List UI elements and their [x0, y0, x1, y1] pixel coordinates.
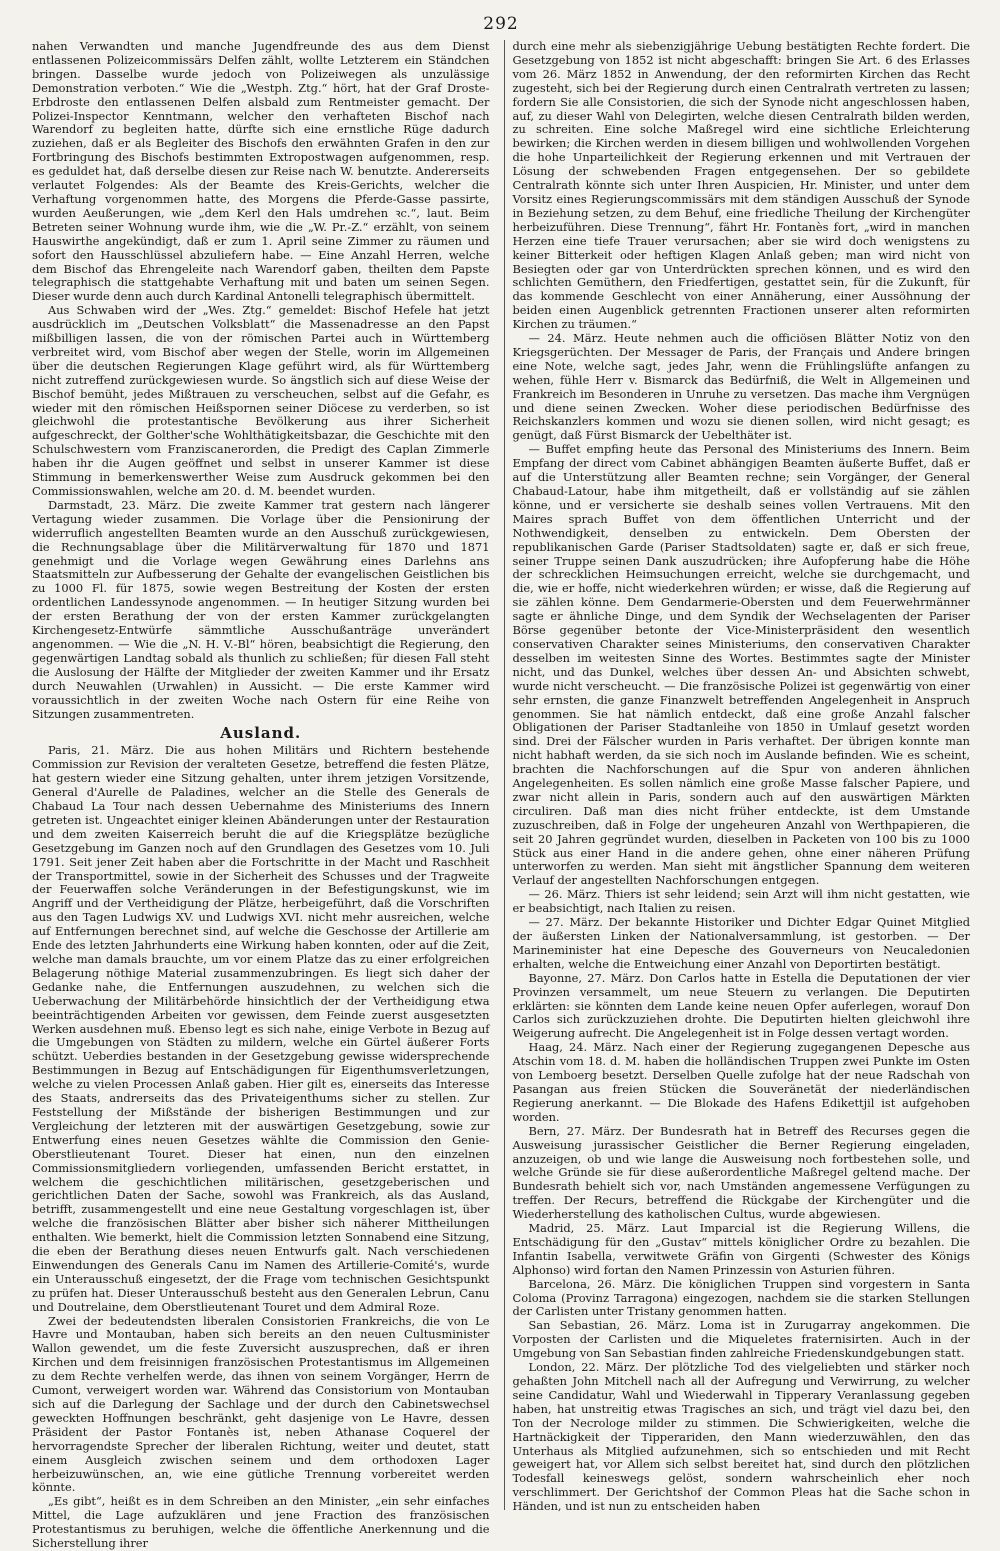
article-paragraph: „Es gibt“, heißt es in dem Schreiben an den Minister, „ein sehr einfaches Mittel, die Lage aufzuklären und jene Fraction des französischen Protestantismus zu beruhigen, welche die öffentliche Anerkennung und die Sicherstellung ihrer [32, 1494, 490, 1551]
article-paragraph: Paris, 21. März. Die aus hohen Militärs und Richtern bestehende Commission zur Revision der veralteten Gesetze, betreffend die festen Plätze, hat gestern wieder eine Sitzung gehalten, unter ihrem jetzigen Vorsitzende, General d'Aurelle de Paladines, welcher an die Stelle des Generals de Chabaud La Tour nach dessen Uebernahme des Ministeriums des Innern getreten ist. Ungeachtet einiger kleinen Abänderungen unter der Restauration und dem zweiten Kaiserreich beruht die auf die Kriegsplätze bezügliche Gesetzgebung im Ganzen noch auf den Grundlagen des Gesetzes vom 10. Juli 1791. Seit jener Zeit haben aber die Fortschritte in der Macht und Raschheit der Transportmittel, sowie in der Sicherheit des Schusses und der Tragweite der Feuerwaffen solche Veränderungen in der Befestigungskunst, wie im Angriff und der Vertheidigung der Plätze, herbeigeführt, daß die Vorschriften aus den Tagen Ludwigs XV. und Ludwigs XVI. nicht mehr ausreichen, welche auf Entfernungen berechnet sind, auf welche die Geschosse der Artillerie am Ende des letzten Jahrhunderts eine Wirkung haben konnten, oder auf die Zeit, welche man damals brauchte, um vor einem Platze das zu einer erfolgreichen Belagerung nöthige Material zusammenzubringen. Es liegt sich daher der Gedanke nahe, die Entfernungen auszudehnen, zu welchen sich die Ueberwachung der Militärbehörde hinsichtlich der der Vertheidigung etwa beeinträchtigenden Arbeiten vor gewissen, dem Feinde zuerst ausgesetzten Werken ausdehnen muß. Ebenso legt es sich nahe, einige Verbote in Bezug auf die Umgebungen von Städten zu mildern, welche ein Gürtel äußerer Forts schützt. Ueberdies bestanden in der Gesetzgebung gewisse widersprechende Bestimmungen in Bezug auf Entschädigungen für Eigenthumsverletzungen, welche zu vielen Processen Anlaß gaben. Hier gilt es, einerseits das Interesse des Staats, andrerseits das des Privateigenthums sicher zu stellen. Zur Feststellung der Mißstände der bisherigen Bestimmungen und zur Vergleichung der letzteren mit der auswärtigen Gesetzgebung, sowie zur Entwerfung eines neuen Gesetzes wählte die Commission den Genie-Oberstlieutenant Touret. Dieser hat einen, nun den einzelnen Commissionsmitgliedern vorliegenden, umfassenden Bericht erstattet, in welchem die geschichtlichen militärischen, gesetzgeberischen und gerichtlichen Daten der Sache, sowohl was Frankreich, als das Ausland, betrifft, zusammengestellt und eine neue Gestaltung vorgeschlagen ist, über welche die französischen Blätter aber bisher sich näherer Mittheilungen enthalten. Wie bemerkt, hielt die Commission letzten Sonnabend eine Sitzung, die eben der Berathung dieses neuen Entwurfs galt. Nach verschiedenen Einwendungen des Generals Canu im Namen des Artillerie-Comité's, wurde ein Unterausschuß eingesetzt, der die Frage vom technischen Gesichtspunkt zu prüfen hat. Dieser Unterausschuß besteht aus den Generalen Lebrun, Canu und Doutrelaine, dem Oberstlieutenant Touret und dem Admiral Roze. [32, 743, 490, 1314]
article-paragraph: Bern, 27. März. Der Bundesrath hat in Betreff des Recurses gegen die Ausweisung jurassischer Geistlicher die Berner Regierung eingeladen, anzuzeigen, ob und wie lange die Ausweisung noch fortbestehen solle, und welche Gründe sie für diese außerordentliche Maßregel geltend mache. Der Bundesrath behielt sich vor, nach Umständen angemessene Verfügungen zu treffen. Der Recurs, betreffend die Rückgabe der Kirchengüter und die Wiederherstellung des katholischen Cultus, wurde abgewiesen. [512, 1123, 970, 1222]
article-paragraph: durch eine mehr als siebenzigjährige Uebung bestätigten Rechte fordert. Die Gesetzgebung von 1852 ist nicht abgeschafft: bringen Sie Art. 6 des Erlasses vom 26. März 1852 in Anwendung, der den reformirten Kirchen das Recht zugesteht, sich bei der Regierung durch einen Centralrath vertreten zu lassen; fordern Sie alle Consistorien, die sich der Synode nicht angeschlossen haben, auf, zu dieser Wahl von Delegirten, welche diesen Centralrath bilden werden, zu schreiten. Eine solche Maßregel wird eine sichtliche Erleichterung bewirken; die Kirchen werden in diesem billigen und wohlwollenden Vorgehen die hohe Unparteilichkeit der Regierung erkennen und mit Vertrauen der Lösung der schwebenden Fragen entgegensehen. Der so gebildete Centralrath könnte sich unter Ihren Auspicien, Hr. Minister, und unter dem Vorsitz eines Regierungscommissärs mit dem ständigen Ausschuß der Synode in Beziehung setzen, zu dem Behuf, eine friedliche Theilung der Kirchengüter herbeizuführen. Diese Trennung“, fährt Hr. Fontanès fort, „wird in manchen Herzen eine tiefe Trauer verursachen; aber sie wird doch wenigstens zu keiner Bitterkeit oder heftigen Klagen Anlaß geben; man wird nicht von Besiegten oder gar von Unterdrückten sprechen können, und es wird den schlichten Gemüthern, den Friedfertigen, gestattet sein, für die Zukunft, für das kommende Geschlecht von einer Annäherung, einer Aussöhnung der beiden einen Augenblick getrennten Fractionen unserer alten reformirten Kirchen zu träumen.“ [512, 39, 970, 332]
article-paragraph: London, 22. März. Der plötzliche Tod des vielgeliebten und stärker noch gehaßten John Mitchell nach all der Aufregung und Verwirrung, zu welcher seine Candidatur, Wahl und Wiederwahl in Tipperary Veranlassung gegeben haben, hat unstreitig etwas Tragisches an sich, und trägt viel dazu bei, den Ton der Necrologe milder zu stimmen. Die Schwierigkeiten, welche die Hartnäckigkeit der Tipperariden, den Mann wiederzuwählen, den das Unterhaus als Mitglied aufzunehmen, sich so entschieden und mit Recht geweigert hat, vor Allem sich selbst bereitet hat, sind durch den plötzlichen Todesfall keineswegs gelöst, sondern wahrscheinlich eher noch verschlimmert. Der Gerichtshof der Common Pleas hat die Sache schon in Händen, und ist nun zu entscheiden haben [512, 1360, 970, 1514]
text-columns [32, 39, 970, 1551]
section-heading: Ausland. [220, 724, 302, 743]
article-paragraph: Darmstadt, 23. März. Die zweite Kammer trat gestern nach längerer Vertagung wieder zusammen. Die Vorlage über die Pensionirung der widerruflich angestellten Beamten wurde an den Ausschuß zurückgewiesen, die Rechnungsablage über die Militärverwaltung für 1870 und 1871 genehmigt und die Vorlage wegen Gewährung eines Darlehns ans Staatsmitteln zur Aufbesserung der Gehalte der evangelischen Geistlichen bis zu 1000 Fl. für 1875, sowie wegen Bestreitung der Kosten der ersten ordentlichen Landessynode angenommen. — In heutiger Sitzung wurden bei der ersten Berathung der von der ersten Kammer zurückgelangten Kirchengesetz-Entwürfe sämmtliche Ausschußanträge unverändert angenommen. — Wie die „N. H. V.-Bl“ hören, beabsichtigt die Regierung, den gegenwärtigen Landtag sobald als thunlich zu schließen; für diesen Fall steht die Auslosung der Hälfte der Mitglieder der zweiten Kammer und ihr Ersatz durch Neuwahlen (Urwahlen) in Aussicht. — Die erste Kammer wird voraussichtlich in der zweiten Woche nach Ostern für eine Reihe von Sitzungen zusammentreten. [32, 497, 490, 721]
article-paragraph: Zwei der bedeutendsten liberalen Consistorien Frankreichs, die von Le Havre und Montauban, haben sich bereits an den neuen Cultusminister Wallon gewendet, um die feste Zuversicht auszusprechen, daß er ihren Kirchen und dem freisinnigen französischen Protestantismus im Allgemeinen zu dem Rechte verhelfen werde, das ihnen von seinem Vorgänger, Herrn de Cumont, verweigert worden war. Während das Consistorium von Montauban sich auf die Darlegung der Sachlage und der durch den Cabinetswechsel geweckten Hoffnungen beschränkt, geht dasjenige von Le Havre, dessen Präsident der Pastor Fontanès ist, neben Athanase Coquerel der hervorragendste Sprecher der liberalen Richtung, weiter und deutet, statt einem Ausgleich zwischen seinem und dem orthodoxen Lager herbeizuwünschen, an, wie eine gütliche Trennung vorbereitet werden könnte. [32, 1313, 490, 1495]
article-paragraph: Madrid, 25. März. Laut Imparcial ist die Regierung Willens, die Entschädigung für den „Gustav“ mittels königlicher Ordre zu bezahlen. Die Infantin Isabella, verwitwete Gräfin von Girgenti (Schwester des Königs Alphonso) wird fortan den Namen Prinzessin von Asturien führen. [512, 1221, 970, 1277]
page-number: 292 [483, 14, 519, 34]
article-paragraph: — 26. März. Thiers ist sehr leidend; sein Arzt will ihm nicht gestatten, wie er beabsichtigt, nach Italien zu reisen. [512, 887, 970, 916]
left-column [32, 39, 490, 1551]
article-paragraph: Bayonne, 27. März. Don Carlos hatte in Estella die Deputationen der vier Provinzen versammelt, um neue Steuern zu verlangen. Die Deputirten erklärten: sie könnten dem Lande keine neuen Opfer auferlegen, worauf Don Carlos sich zurückzuziehen drohte. Die Deputirten hielten gleichwohl ihre Weigerung aufrecht. Die Angelegenheit ist in Folge dessen vertagt worden. [512, 970, 970, 1041]
article-paragraph: — 27. März. Der bekannte Historiker und Dichter Edgar Quinet Mitglied der äußersten Linken der Nationalversammlung, ist gestorben. — Der Marineminister hat eine Depesche des Gouverneurs von Neucaledonien erhalten, welche die Entweichung einer Anzahl von Deportirten bestätigt. [512, 915, 970, 971]
article-paragraph: San Sebastian, 26. März. Loma ist in Zurugarray angekommen. Die Vorposten der Carlisten und die Miqueletes fraternisirten. Auch in der Umgebung von San Sebastian finden zahlreiche Friedenskundgebungen statt. [512, 1318, 970, 1361]
article-paragraph: — 24. März. Heute nehmen auch die officiösen Blätter Notiz von den Kriegsgerüchten. Der Messager de Paris, der Français und Andere bringen eine Note, welche sagt, jedes Jahr, wenn die Frühlingslüfte anfangen zu wehen, fühle Herr v. Bismarck das Bedürfniß, die Welt in Allgemeinen und Frankreich im Besonderen in Unruhe zu versetzen. Das mache ihm Vergnügen und diene seinen Zwecken. Woher diese periodischen Bedürfnisse des Reichskanzlers kommen und wozu sie dienen sollen, wird nicht gesagt; es genügt, daß Fürst Bismarck der Uebelthäter ist. [512, 331, 970, 443]
article-paragraph: Haag, 24. März. Nach einer der Regierung zugegangenen Depesche aus Atschin vom 18. d. M. haben die holländischen Truppen zwei Punkte im Osten von Lemboerg besetzt. Derselben Quelle zufolge hat der neue Radschah von Pasangan aus freien Stücken die Souveränetät der niederländischen Regierung anerkannt. — Die Blokade des Hafens Edikettjil ist aufgehoben worden. [512, 1040, 970, 1124]
article-paragraph: nahen Verwandten und manche Jugendfreunde des aus dem Dienst entlassenen Polizeicommissärs Delfen zählt, wollte Letzterem ein Ständchen bringen. Dasselbe wurde jedoch von Polizeiwegen als unzulässige Demonstration verboten.“ Wie die „Westph. Ztg.“ hört, hat der Graf Droste-Erbdroste den entlassenen Delfen alsbald zum Rentmeister gemacht. Der Polizei-Inspector Kenntmann, welcher den verhafteten Bischof nach Warendorf zu begleiten hatte, dürfte sich eine ernstliche Rüge dadurch zuziehen, daß er als Begleiter des Bischofs den erwähnten Grafen in den zur Fortbringung des Bischofs bestimmten Extropostwagen aufgenommen, resp. es geduldet hat, daß derselbe diesen zur Reise nach W. benutzte. Andererseits verlautet Folgendes: Als der Beamte des Kreis-Gerichts, welcher die Verhaftung vorgenommen hatte, des Morgens die Pferde-Gasse passirte, wurden Aeußerungen, wie „dem Kerl den Hals umdrehen ꝛc.“, laut. Beim Betreten seiner Wohnung wurde ihm, wie die „W. Pr.-Z.“ erzählt, von seinem Hauswirthe angekündigt, daß er zum 1. April seine Zimmer zu räumen und sofort den Hausschlüssel abzuliefern habe. — Eine Anzahl Herren, welche dem Bischof das Ehrengeleite nach Warendorf gaben, theilten dem Papste telegraphisch die stattgehabte Verhaftung mit und baten um seinen Segen. Dieser wurde denn auch durch Kardinal Antonelli telegraphisch übermittelt. [32, 39, 490, 304]
article-paragraph: Barcelona, 26. März. Die königlichen Truppen sind vorgestern in Santa Coloma (Provinz Tarragona) eingezogen, nachdem sie die starken Stellungen der Carlisten unter Tristany genommen hatten. [512, 1276, 970, 1319]
article-paragraph: Aus Schwaben wird der „Wes. Ztg.“ gemeldet: Bischof Hefele hat jetzt ausdrücklich im „Deutschen Volksblatt“ die Massenadresse an den Papst mißbilligen lassen, die von der römischen Partei auch in Württemberg verbreitet wird, vom Bischof aber wegen der Stelle, worin im Allgemeinen über die deutschen Regierungen Klage geführt wird, als für Württemberg nicht zutreffend zurückgewiesen wurde. So ängstlich sich auf diese Weise der Bischof bemüht, jedes Mißtrauen zu verscheuchen, selbst auf die Gefahr, es wieder mit den römischen Heißspornen seiner Diöcese zu verderben, so ist gleichwohl die protestantische Bevölkerung aus ihrer Sicherheit aufgeschreckt, der Golther'sche Wohlthätigkeitsbazar, die Geschichte mit den Schulschwestern vom Franziscanerorden, die Predigt des Caplan Zimmerle haben ihr die Augen geöffnet und selbst in unserer Kammer ist diese Stimmung in bemerkenswerther Weise zum Ausdruck gekommen bei den Commissionswahlen, welche am 20. d. M. beendet wurden. [32, 303, 490, 498]
article-paragraph: — Buffet empfing heute das Personal des Ministeriums des Innern. Beim Empfang der direct vom Cabinet abhängigen Beamten äußerte Buffet, daß er auf die Unterstützung aller Beamten rechne; sein Vorgänger, der General Chabaud-Latour, habe ihm mitgetheilt, daß er vollständig auf sie zählen könne, und er versicherte sie deshalb seines vollen Vertrauens. Mit den Maires sprach Buffet von dem öffentlichen Unterricht und der Nothwendigkeit, denselben zu entwickeln. Dem Obersten der republikanischen Garde (Pariser Stadtsoldaten) sagte er, daß er sich freue, seiner Truppe seinen Dank auszudrücken; ihre Aufopferung habe die Höhe der schrecklichen Heimsuchungen erreicht, welche sie durchgemacht, und die, wie er hoffe, nicht wiederkehren würden; er wisse, daß die Regierung auf sie zählen könne. Dem Gendarmerie-Obersten und dem Feuerwehrmänner sagte er ähnliche Dinge, und dem Syndik der Wechselagenten der Pariser Börse gegenüber betonte der Vice-Ministerpräsident den wesentlich conservativen Charakter seines Ministeriums, den conservativen Charakter desselben im weitesten Sinne des Wortes. Bestimmtes sagte der Minister nicht, und das Dunkel, welches über dessen An- und Absichten schwebt, wurde nicht verscheucht. — Die französische Polizei ist gegenwärtig von einer sehr ernsten, die ganze Finanzwelt betreffenden Angelegenheit in Anspruch genommen. Sie hat nämlich entdeckt, daß eine große Anzahl falscher Obligationen der Pariser Stadtanleihe von 1850 in Umlauf gesetzt worden sind. Drei der Fälscher wurden in Paris verhaftet. Der übrigen konnte man nicht habhaft werden, da sie sich noch im Auslande befinden. Wie es scheint, brachten die Nachforschungen auf die Spur von anderen ähnlichen Angelegenheiten. Es sollen nämlich eine große Masse falscher Papiere, und zwar nicht allein in Paris, sondern auch auf den auswärtigen Märkten circuliren. Daß man dies nicht früher entdeckte, ist dem Umstande zuzuschreiben, daß in Folge der ungeheuren Anzahl von Werthpapieren, die seit 20 Jahren gegründet wurden, dieselben in Packeten von 100 bis zu 1000 Stück aus einer Hand in die andere gehen, ohne einer näheren Prüfung unterworfen zu werden. Man sieht mit ängstlicher Spannung dem weiteren Verlauf der angestellten Nachforschungen entgegen. [512, 442, 970, 888]
right-column [504, 39, 971, 1514]
